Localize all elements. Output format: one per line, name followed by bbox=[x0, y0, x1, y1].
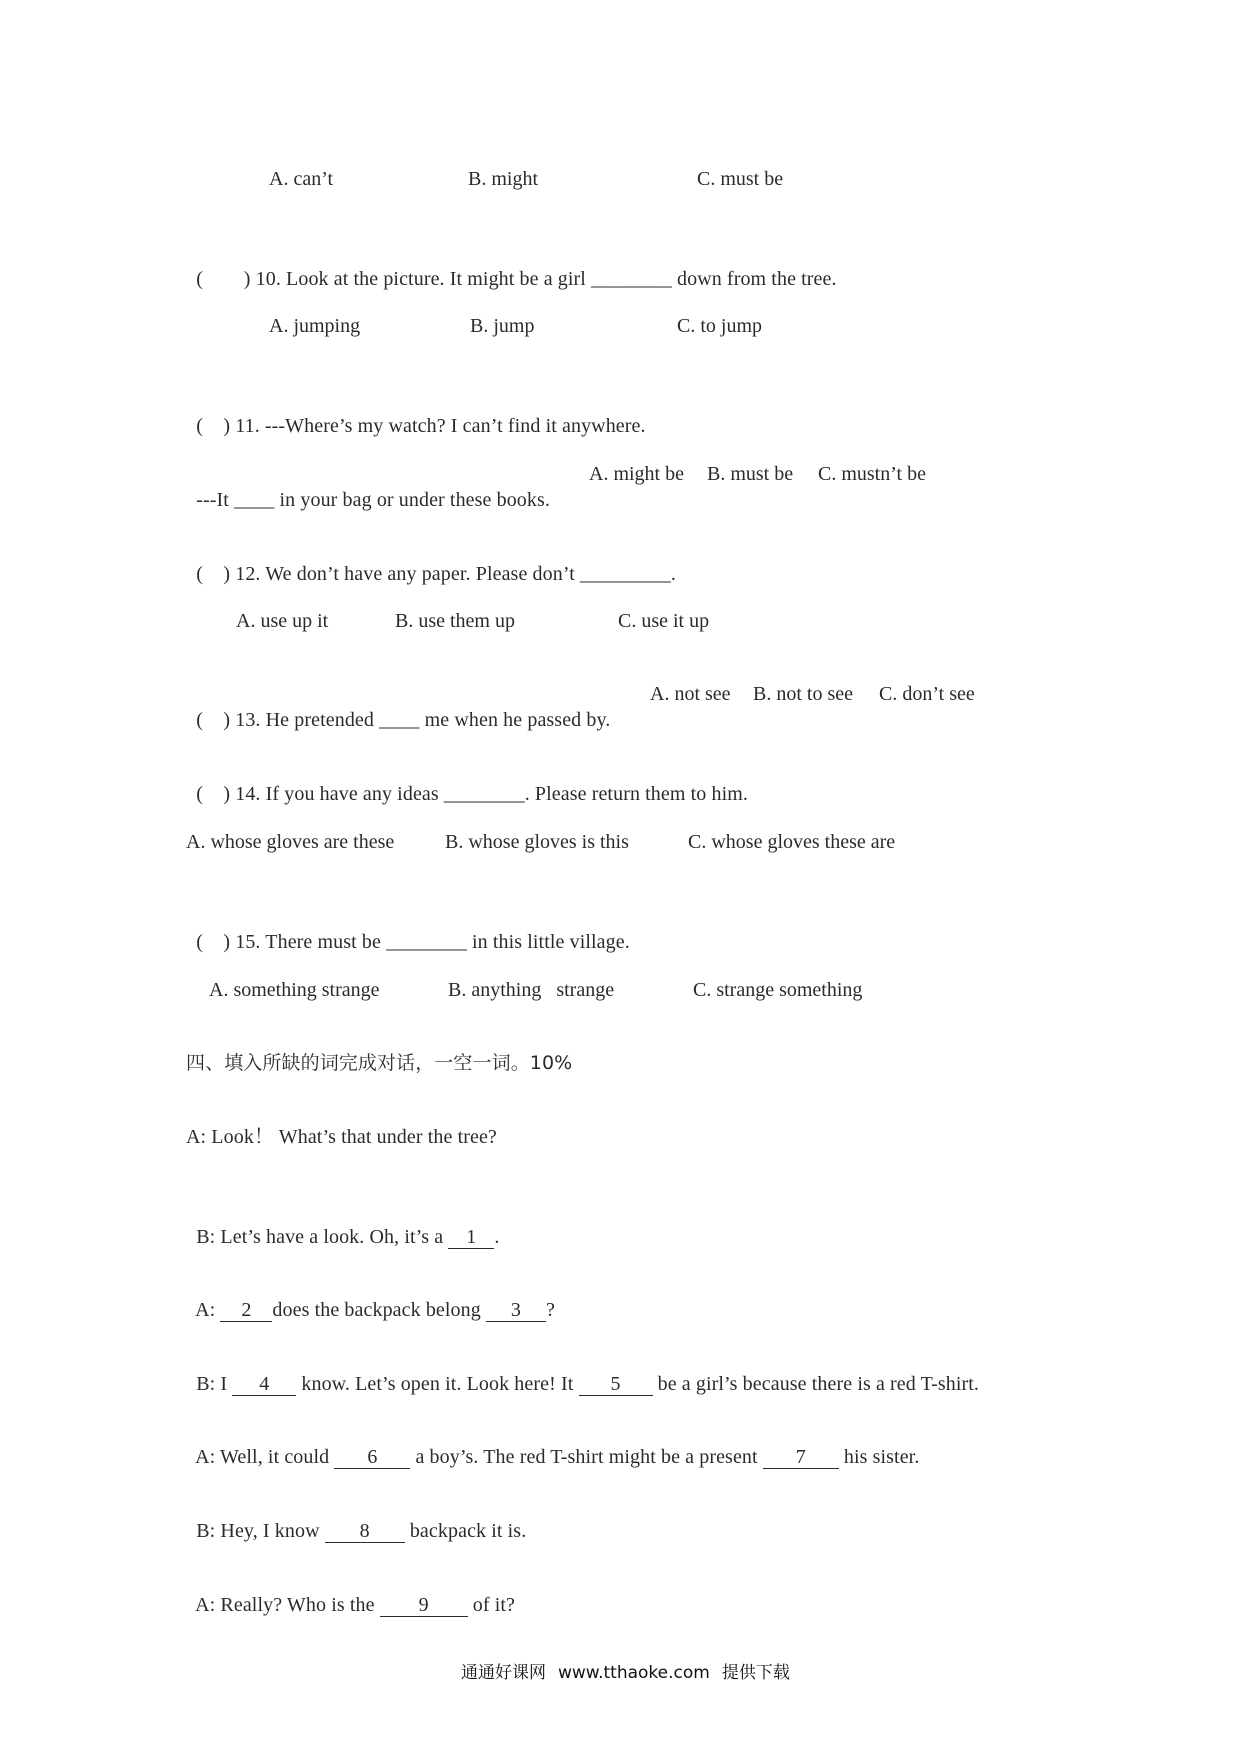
q11-option-b: B. must be bbox=[707, 463, 794, 485]
gap-4: 4 bbox=[232, 1373, 296, 1396]
dialogue-line-1: A: Look！ What’s that under the tree? bbox=[186, 1126, 497, 1148]
gap-8: 8 bbox=[325, 1520, 405, 1543]
gap-2: 2 bbox=[220, 1299, 272, 1322]
q12-option-a: A. use up it bbox=[236, 610, 329, 632]
q10-option-a: A. jumping bbox=[269, 315, 361, 337]
answer-paren: ( ) bbox=[196, 268, 251, 290]
question-12: ( ) 12. We don’t have any paper. Please don’t _________. bbox=[196, 563, 676, 585]
q14-option-c: C. whose gloves these are bbox=[688, 831, 896, 853]
q13-option-c: C. don’t see bbox=[879, 683, 975, 705]
footer-note: 提供下载 bbox=[721, 1663, 790, 1683]
q12-option-b: B. use them up bbox=[395, 610, 515, 632]
question-11: ( ) 11. ---Where’s my watch? I can’t find it anywhere. bbox=[196, 415, 646, 437]
dialogue-line-2: B: Let’s have a look. Oh, it’s a 1 . bbox=[196, 1226, 500, 1248]
dialogue-line-5: A: Well, it could 6 a boy’s. The red T-shirt might be a present 7 his sister. bbox=[195, 1446, 920, 1468]
answer-blank: ____ bbox=[379, 709, 420, 731]
answer-blank: _________ bbox=[579, 563, 671, 585]
q10-option-c: C. to jump bbox=[677, 315, 763, 337]
page-footer bbox=[0, 1638, 1240, 1683]
q15-option-b: B. anything strange bbox=[448, 979, 615, 1001]
answer-blank: ____ bbox=[234, 489, 275, 511]
q12-option-c: C. use it up bbox=[618, 610, 710, 632]
question-11-line2: ---It ____ in your bag or under these books. bbox=[196, 489, 550, 511]
q13-option-b: B. not to see bbox=[753, 683, 853, 705]
answer-paren: ( ) bbox=[196, 563, 231, 585]
dialogue-line-4: B: I 4 know. Let’s open it. Look here! It 5 be a girl’s because there is a red T-shirt. bbox=[196, 1373, 980, 1395]
answer-blank: ________ bbox=[386, 931, 467, 953]
q14-option-a: A. whose gloves are these bbox=[186, 831, 395, 853]
answer-blank: ________ bbox=[591, 268, 672, 290]
q11-option-c: C. mustn’t be bbox=[818, 463, 926, 485]
section-4-heading: 四、填入所缺的词完成对话，一空一词。10% bbox=[186, 1052, 573, 1074]
q9-option-c: C. must be bbox=[697, 168, 784, 190]
answer-paren: ( ) bbox=[196, 931, 231, 953]
dialogue-line-6: B: Hey, I know 8 backpack it is. bbox=[196, 1520, 527, 1542]
answer-paren: ( ) bbox=[196, 415, 231, 437]
gap-3: 3 bbox=[486, 1299, 546, 1322]
answer-blank: ________ bbox=[443, 783, 525, 805]
q10-option-b: B. jump bbox=[470, 315, 535, 337]
q15-option-a: A. something strange bbox=[209, 979, 380, 1001]
gap-7: 7 bbox=[763, 1446, 839, 1469]
question-15: ( ) 15. There must be ________ in this little village. bbox=[196, 931, 630, 953]
footer-site-name: 通通好课网 bbox=[460, 1663, 546, 1683]
question-14: ( ) 14. If you have any ideas ________. Please return them to him. bbox=[196, 783, 749, 805]
q9-option-b: B. might bbox=[468, 168, 539, 190]
gap-1: 1 bbox=[448, 1226, 494, 1249]
dialogue-line-7: A: Really? Who is the 9 of it? bbox=[195, 1594, 516, 1616]
question-10: ( ) 10. Look at the picture. It might be a girl ________ down from the tree. bbox=[196, 268, 837, 290]
question-13: ( ) 13. He pretended ____ me when he passed by. bbox=[196, 709, 611, 731]
q13-option-a: A. not see bbox=[650, 683, 731, 705]
gap-6: 6 bbox=[334, 1446, 410, 1469]
footer-url: www.tthaoke.com bbox=[557, 1663, 710, 1683]
answer-paren: ( ) bbox=[196, 709, 231, 731]
gap-5: 5 bbox=[579, 1373, 653, 1396]
q11-option-a: A. might be bbox=[589, 463, 684, 485]
answer-paren: ( ) bbox=[196, 783, 231, 805]
q14-option-b: B. whose gloves is this bbox=[445, 831, 629, 853]
q9-option-a: A. can’t bbox=[269, 168, 334, 190]
dialogue-line-3: A: 2 does the backpack belong 3 ? bbox=[195, 1299, 555, 1321]
q15-option-c: C. strange something bbox=[693, 979, 863, 1001]
gap-9: 9 bbox=[380, 1594, 468, 1617]
